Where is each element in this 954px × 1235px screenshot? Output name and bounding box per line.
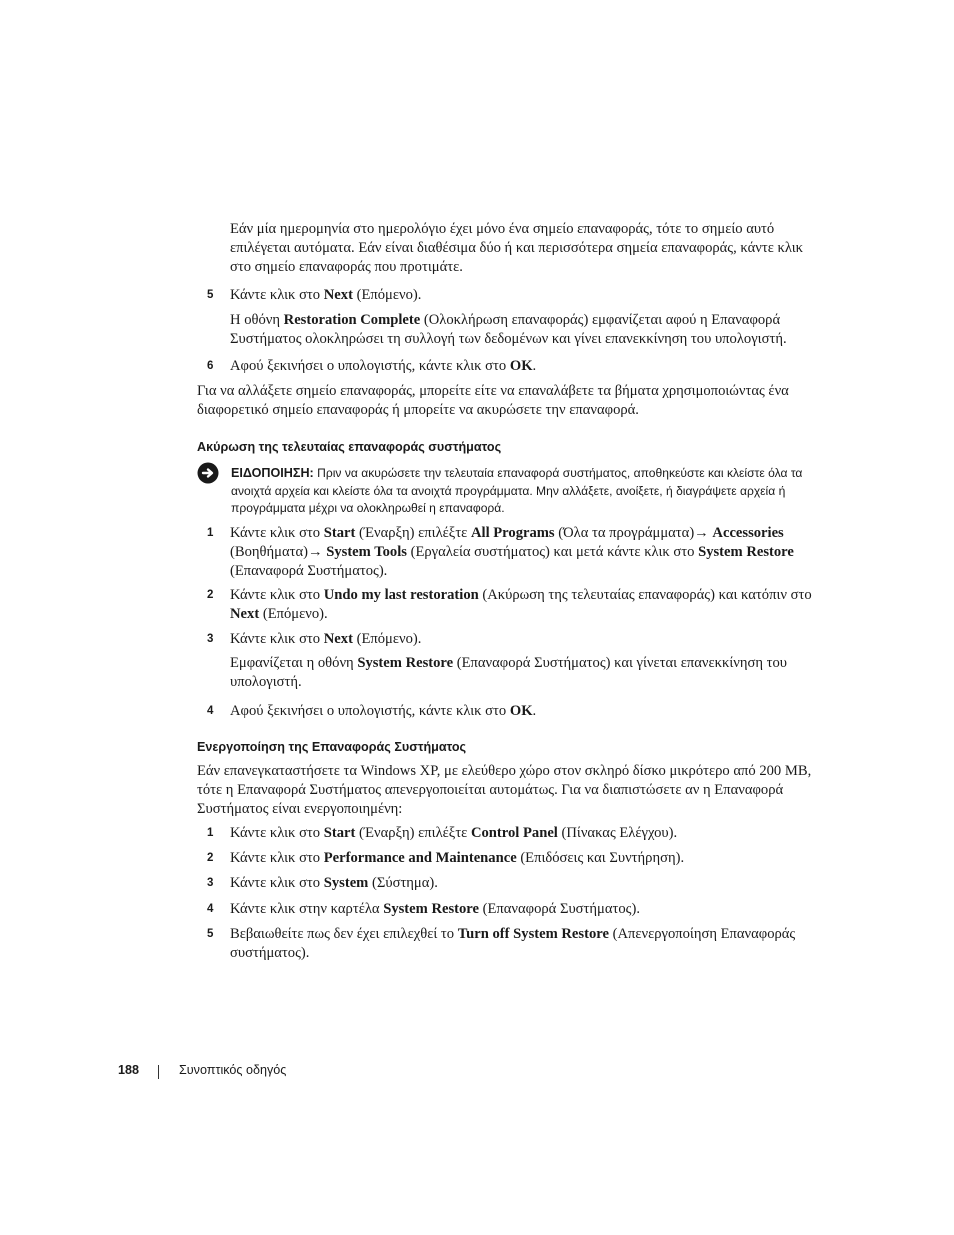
- intro-text: Εάν μία ημερομηνία στο ημερολόγιο έχει μόνο ένα σημείο επαναφοράς, τότε το σημείο αυτό επιλέγεται αυτόματα. Εάν είναι διαθέσιμα δύο ή και περισσότερα σημεία επαναφοράς, κάντε κλικ στο σημείο επαναφοράς που προτιμάτε.: [230, 221, 804, 275]
- step-number: 3: [207, 633, 214, 645]
- footer-divider: [158, 1065, 159, 1079]
- undo-step-2: Κάντε κλικ στο Undo my last restoration (Ακύρωση της τελευταίας επαναφοράς) και κατόπιν στο Next (Επόμενο).: [230, 587, 812, 622]
- step-number: 6: [207, 360, 214, 372]
- section-heading-undo: Ακύρωση της τελευταίας επαναφοράς συστήματος: [197, 440, 502, 454]
- step-number: 4: [207, 903, 214, 915]
- step-number: 5: [207, 289, 214, 301]
- enable-step-3: Κάντε κλικ στο System (Σύστημα).: [230, 875, 438, 891]
- section-heading-enable: Ενεργοποίηση της Επαναφοράς Συστήματος: [197, 740, 467, 754]
- control-panel-label: Control Panel: [470, 825, 558, 841]
- notice-text: Πριν να ακυρώσετε την τελευταία επαναφορά συστήματος, αποθηκεύστε και κλείστε όλα τα ανοιχτά αρχεία και κλείστε όλα τα ανοιχτά προγράμματα. Μην αλλάξετε, ανοίξετε, ή διαγράψετε αρχεία ή προγράμματα μέχρι να ολοκληρωθεί η επαναφορά.: [231, 466, 803, 515]
- undo-step-4: Αφού ξεκινήσει ο υπολογιστής, κάντε κλικ στο OK.: [230, 703, 537, 719]
- step-5: Κάντε κλικ στο Next (Επόμενο).: [230, 287, 422, 303]
- footer-title: Συνοπτικός οδηγός: [179, 1063, 287, 1077]
- system-label: System: [323, 875, 369, 891]
- enable-step-5: Βεβαιωθείτε πως δεν έχει επιλεχθεί το Turn off System Restore (Απενεργοποίηση Επαναφοράς συστήματος).: [230, 926, 796, 961]
- step-number: 2: [207, 589, 214, 601]
- undo-step-3: Κάντε κλικ στο Next (Επόμενο).: [230, 631, 422, 647]
- ok-label: OK: [509, 703, 533, 719]
- step-number: 5: [207, 928, 214, 940]
- enable-step-4: Κάντε κλικ στην καρτέλα System Restore (Επαναφορά Συστήματος).: [230, 901, 640, 917]
- restoration-complete-label: Restoration Complete: [283, 312, 421, 328]
- notice-label: ΕΙΔΟΠΟΙΗΣΗ:: [231, 466, 314, 480]
- next-label: Next: [323, 287, 353, 303]
- turn-off-system-restore-label: Turn off System Restore: [457, 926, 609, 942]
- system-restore-tab-label: System Restore: [383, 901, 479, 917]
- next-label: Next: [230, 606, 260, 622]
- system-restore-label: System Restore: [698, 544, 794, 560]
- notice-box: [231, 465, 821, 518]
- enable-paragraph: Εάν επανεγκαταστήσετε τα Windows XP, με ελεύθερο χώρο στον σκληρό δίσκο μικρότερο από 200 MB, τότε η Επαναφορά Συστήματος απενεργοποιείται αυτομάτως. Για να διαπιστώσετε αν η Επαναφορά Συστήματος είναι ενεργοποιημένη:: [197, 763, 812, 817]
- start-label: Start: [323, 825, 356, 841]
- intro-paragraph: [230, 220, 820, 277]
- step-number: 3: [207, 877, 214, 889]
- all-programs-label: All Programs: [470, 525, 555, 541]
- enable-step-1: Κάντε κλικ στο Start (Έναρξη) επιλέξτε Control Panel (Πίνακας Ελέγχου).: [230, 825, 678, 841]
- start-label: Start: [323, 525, 356, 541]
- change-restore-paragraph: Για να αλλάξετε σημείο επαναφοράς, μπορείτε είτε να επαναλάβετε τα βήματα χρησιμοποιώντας ένα διαφορετικό σημείο επαναφοράς ή μπορείτε να ακυρώσετε την επαναφορά.: [197, 383, 789, 418]
- notice-icon: [197, 462, 219, 484]
- performance-maintenance-label: Performance and Maintenance: [323, 850, 517, 866]
- system-tools-label: System Tools: [326, 544, 407, 560]
- step-6: Αφού ξεκινήσει ο υπολογιστής, κάντε κλικ στο OK.: [230, 358, 537, 374]
- step-number: 1: [207, 527, 214, 539]
- step-5-detail: Η οθόνη Restoration Complete (Ολοκλήρωση επαναφοράς) εμφανίζεται αφού η Επαναφορά Συστήματος ολοκληρώσει τη συλλογή των δεδομένων και γίνει επανεκκίνηση του υπολογιστή.: [230, 312, 787, 347]
- step-number: 2: [207, 852, 214, 864]
- step-number: 1: [207, 827, 214, 839]
- enable-step-2: Κάντε κλικ στο Performance and Maintenance (Επιδόσεις και Συντήρηση).: [230, 850, 685, 866]
- system-restore-label: System Restore: [357, 655, 454, 671]
- step-number: 4: [207, 705, 214, 717]
- undo-step-3-detail: Εμφανίζεται η οθόνη System Restore (Επαναφορά Συστήματος) και γίνεται επανεκκίνηση του υπολογιστή.: [230, 655, 788, 690]
- page-number: 188: [118, 1063, 140, 1077]
- accessories-label: Accessories: [712, 525, 784, 541]
- next-label: Next: [323, 631, 353, 647]
- ok-label: OK: [509, 358, 533, 374]
- undo-step-1: Κάντε κλικ στο Start (Έναρξη) επιλέξτε All Programs (Όλα τα προγράμματα)→ Accessories (Βοηθήματα)→ System Tools (Εργαλεία συστήματος) και μετά κάντε κλικ στο System Restore (Επαναφορά Συστήματος).: [230, 525, 794, 579]
- undo-last-restoration-label: Undo my last restoration: [323, 587, 479, 603]
